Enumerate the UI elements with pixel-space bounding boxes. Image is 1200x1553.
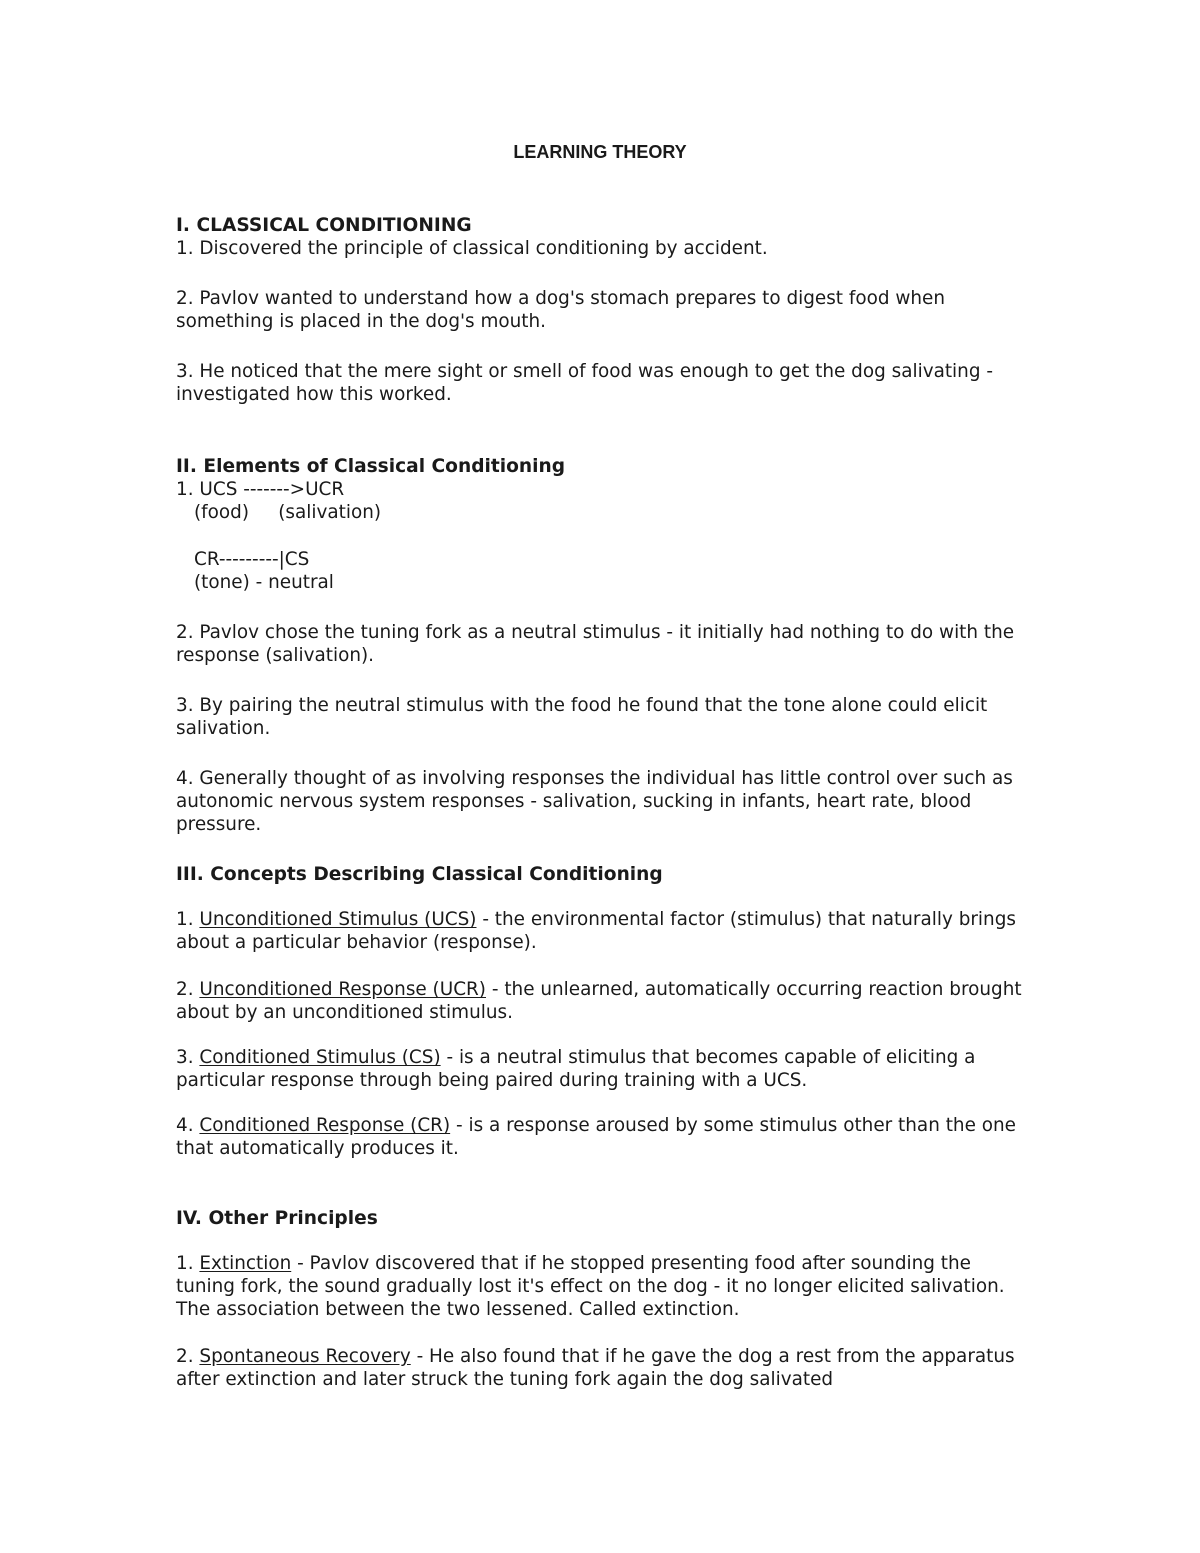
item-number: 1.	[176, 1253, 200, 1274]
document-title: LEARNING THEORY	[513, 142, 687, 162]
definition: - Pavlov discovered that if he stopped presenting food after sounding the tuning fork, the sound gradually lost it's effect on the dog - it no longer elicited salivation. The association between the two lessened. Called extinction.	[176, 1253, 1005, 1320]
definition-item	[176, 1046, 1026, 1092]
paragraph: 3. By pairing the neutral stimulus with the food he found that the tone alone could elicit salivation.	[176, 695, 988, 739]
definition-item	[176, 1345, 1026, 1391]
definition: - the unlearned, automatically occurring reaction brought about by an unconditioned stimulus.	[176, 979, 1022, 1023]
section-heading-other-principles: IV. Other Principles	[176, 1208, 378, 1229]
definition: - is a response aroused by some stimulus other than the one that automatically produces it.	[176, 1115, 1016, 1159]
definition-item	[176, 1252, 1026, 1321]
section-heading-concepts: III. Concepts Describing Classical Conditioning	[176, 864, 663, 885]
item-number: 2.	[176, 1346, 200, 1367]
definition: - the environmental factor (stimulus) that naturally brings about a particular behavior (response).	[176, 909, 1016, 953]
item-number: 1.	[176, 909, 200, 930]
document-body	[176, 214, 1026, 1391]
diagram-line: CR---------|CS	[194, 549, 310, 570]
paragraph: 3. He noticed that the mere sight or smell of food was enough to get the dog salivating - investigated how this worked.	[176, 361, 993, 405]
diagram-line: 1. UCS ------->UCR	[176, 479, 345, 500]
term: Unconditioned Response (UCR)	[199, 979, 486, 1000]
term: Conditioned Response (CR)	[199, 1115, 451, 1136]
item-number: 4.	[176, 1115, 200, 1136]
definition-item	[176, 1114, 1026, 1160]
paragraph: 2. Pavlov chose the tuning fork as a neutral stimulus - it initially had nothing to do with the response (salivation).	[176, 622, 1015, 666]
term: Conditioned Stimulus (CS)	[199, 1047, 441, 1068]
diagram-line: (food) (salivation)	[194, 502, 382, 523]
definition-item	[176, 908, 1026, 954]
term: Spontaneous Recovery	[199, 1346, 411, 1367]
section-heading-elements: II. Elements of Classical Conditioning	[176, 456, 566, 477]
paragraph: 2. Pavlov wanted to understand how a dog's stomach prepares to digest food when something is placed in the dog's mouth.	[176, 288, 946, 332]
item-number: 2.	[176, 979, 200, 1000]
diagram-line: (tone) - neutral	[194, 572, 334, 593]
definition-item	[176, 978, 1026, 1024]
definition: - is a neutral stimulus that becomes capable of eliciting a particular response through being paired during training with a UCS.	[176, 1047, 976, 1091]
term: Unconditioned Stimulus (UCS)	[199, 909, 477, 930]
item-number: 3.	[176, 1047, 200, 1068]
definition: - He also found that if he gave the dog a rest from the apparatus after extinction and later struck the tuning fork again the dog salivated	[176, 1346, 1015, 1390]
term: Extinction	[199, 1253, 292, 1274]
paragraph: 4. Generally thought of as involving responses the individual has little control over such as autonomic nervous system responses - salivation, sucking in infants, heart rate, blood pressure.	[176, 768, 1013, 835]
section-heading-classical-conditioning: I. CLASSICAL CONDITIONING	[176, 215, 472, 236]
paragraph: 1. Discovered the principle of classical conditioning by accident.	[176, 238, 768, 259]
